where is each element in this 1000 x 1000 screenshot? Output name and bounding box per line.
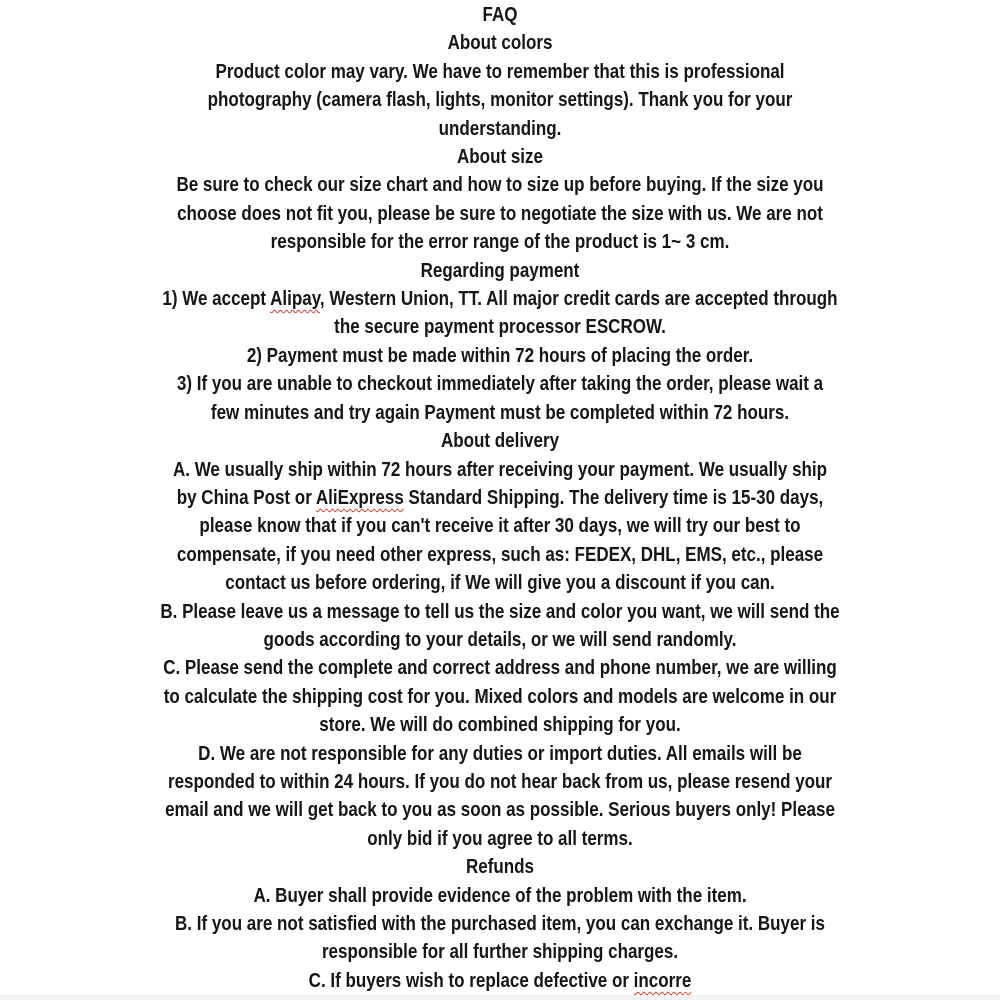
faq-line: choose does not fit you, please be sure to negotiate the size with us. We are not [177,202,823,225]
faq-line: email and we will get back to you as soon as possible. Serious buyers only! Please [165,799,835,822]
faq-line: store. We will do combined shipping for you. [319,714,681,737]
faq-line: understanding. [438,117,562,140]
faq-line: D. We are not responsible for any duties or import duties. All emails will be [198,742,802,765]
faq-line: Product color may vary. We have to remember that this is professional [215,60,785,83]
misspelled-word-incorre: incorre [633,969,692,992]
faq-line: goods according to your details, or we will send randomly. [263,628,737,651]
faq-line: only bid if you agree to all terms. [367,827,633,850]
faq-line: Be sure to check our size chart and how to size up before buying. If the size you [176,174,824,197]
section-heading-refunds: Refunds [466,856,534,879]
faq-line: A. We usually ship within 72 hours after receiving your payment. We usually ship [172,458,828,481]
faq-line: C. Please send the complete and correct address and phone number, we are willing [163,657,837,680]
line-text: , Western Union, TT. All major credit cards are accepted through [319,288,838,311]
faq-line: please know that if you can't receive it after 30 days, we will try our best to [199,515,801,538]
bottom-edge-artifact [0,995,1000,1000]
faq-line-with-spellcheck [75,484,925,512]
misspelled-word-aliexpress: AliExpress [315,486,404,509]
faq-line: photography (camera flash, lights, monitor settings). Thank you for your [207,89,793,112]
faq-line-with-spellcheck [75,967,925,995]
section-heading-about-colors: About colors [447,32,553,55]
faq-line: contact us before ordering, if We will give you a discount if you can. [225,572,775,595]
faq-line: responded to within 24 hours. If you do not hear back from us, please resend your [167,770,833,793]
faq-line: B. If you are not satisfied with the purchased item, you can exchange it. Buyer is [175,913,825,935]
faq-line: 2) Payment must be made within 72 hours of placing the order. [246,344,754,367]
section-heading-about-delivery: About delivery [440,430,560,453]
faq-line: A. Buyer shall provide evidence of the problem with the item. [253,884,747,907]
line-text: by China Post or [176,486,316,509]
faq-content [75,0,925,995]
line-text: C. If buyers wish to replace defective or [308,969,634,992]
faq-line-with-spellcheck [75,285,925,313]
misspelled-word-alipay: Alipay [270,288,320,311]
document-title: FAQ [482,4,518,26]
faq-line: compensate, if you need other express, such as: FEDEX, DHL, EMS, etc., please [176,543,824,566]
faq-line: B. Please leave us a message to tell us the size and color you want, we will send the [160,600,840,623]
line-text: Standard Shipping. The delivery time is 15-30 days, [403,486,824,509]
faq-line: 3) If you are unable to checkout immediately after taking the order, please wait a [176,373,824,396]
line-text: 1) We accept [162,288,271,311]
faq-line: to calculate the shipping cost for you. Mixed colors and models are welcome in our [163,685,837,708]
faq-line: the secure payment processor ESCROW. [334,316,666,339]
faq-line: responsible for the error range of the product is 1~ 3 cm. [270,231,730,254]
faq-line: responsible for all further shipping charges. [321,941,679,964]
section-heading-regarding-payment: Regarding payment [420,259,580,282]
section-heading-about-size: About size [457,146,543,169]
faq-line: few minutes and try again Payment must be completed within 72 hours. [210,401,790,424]
